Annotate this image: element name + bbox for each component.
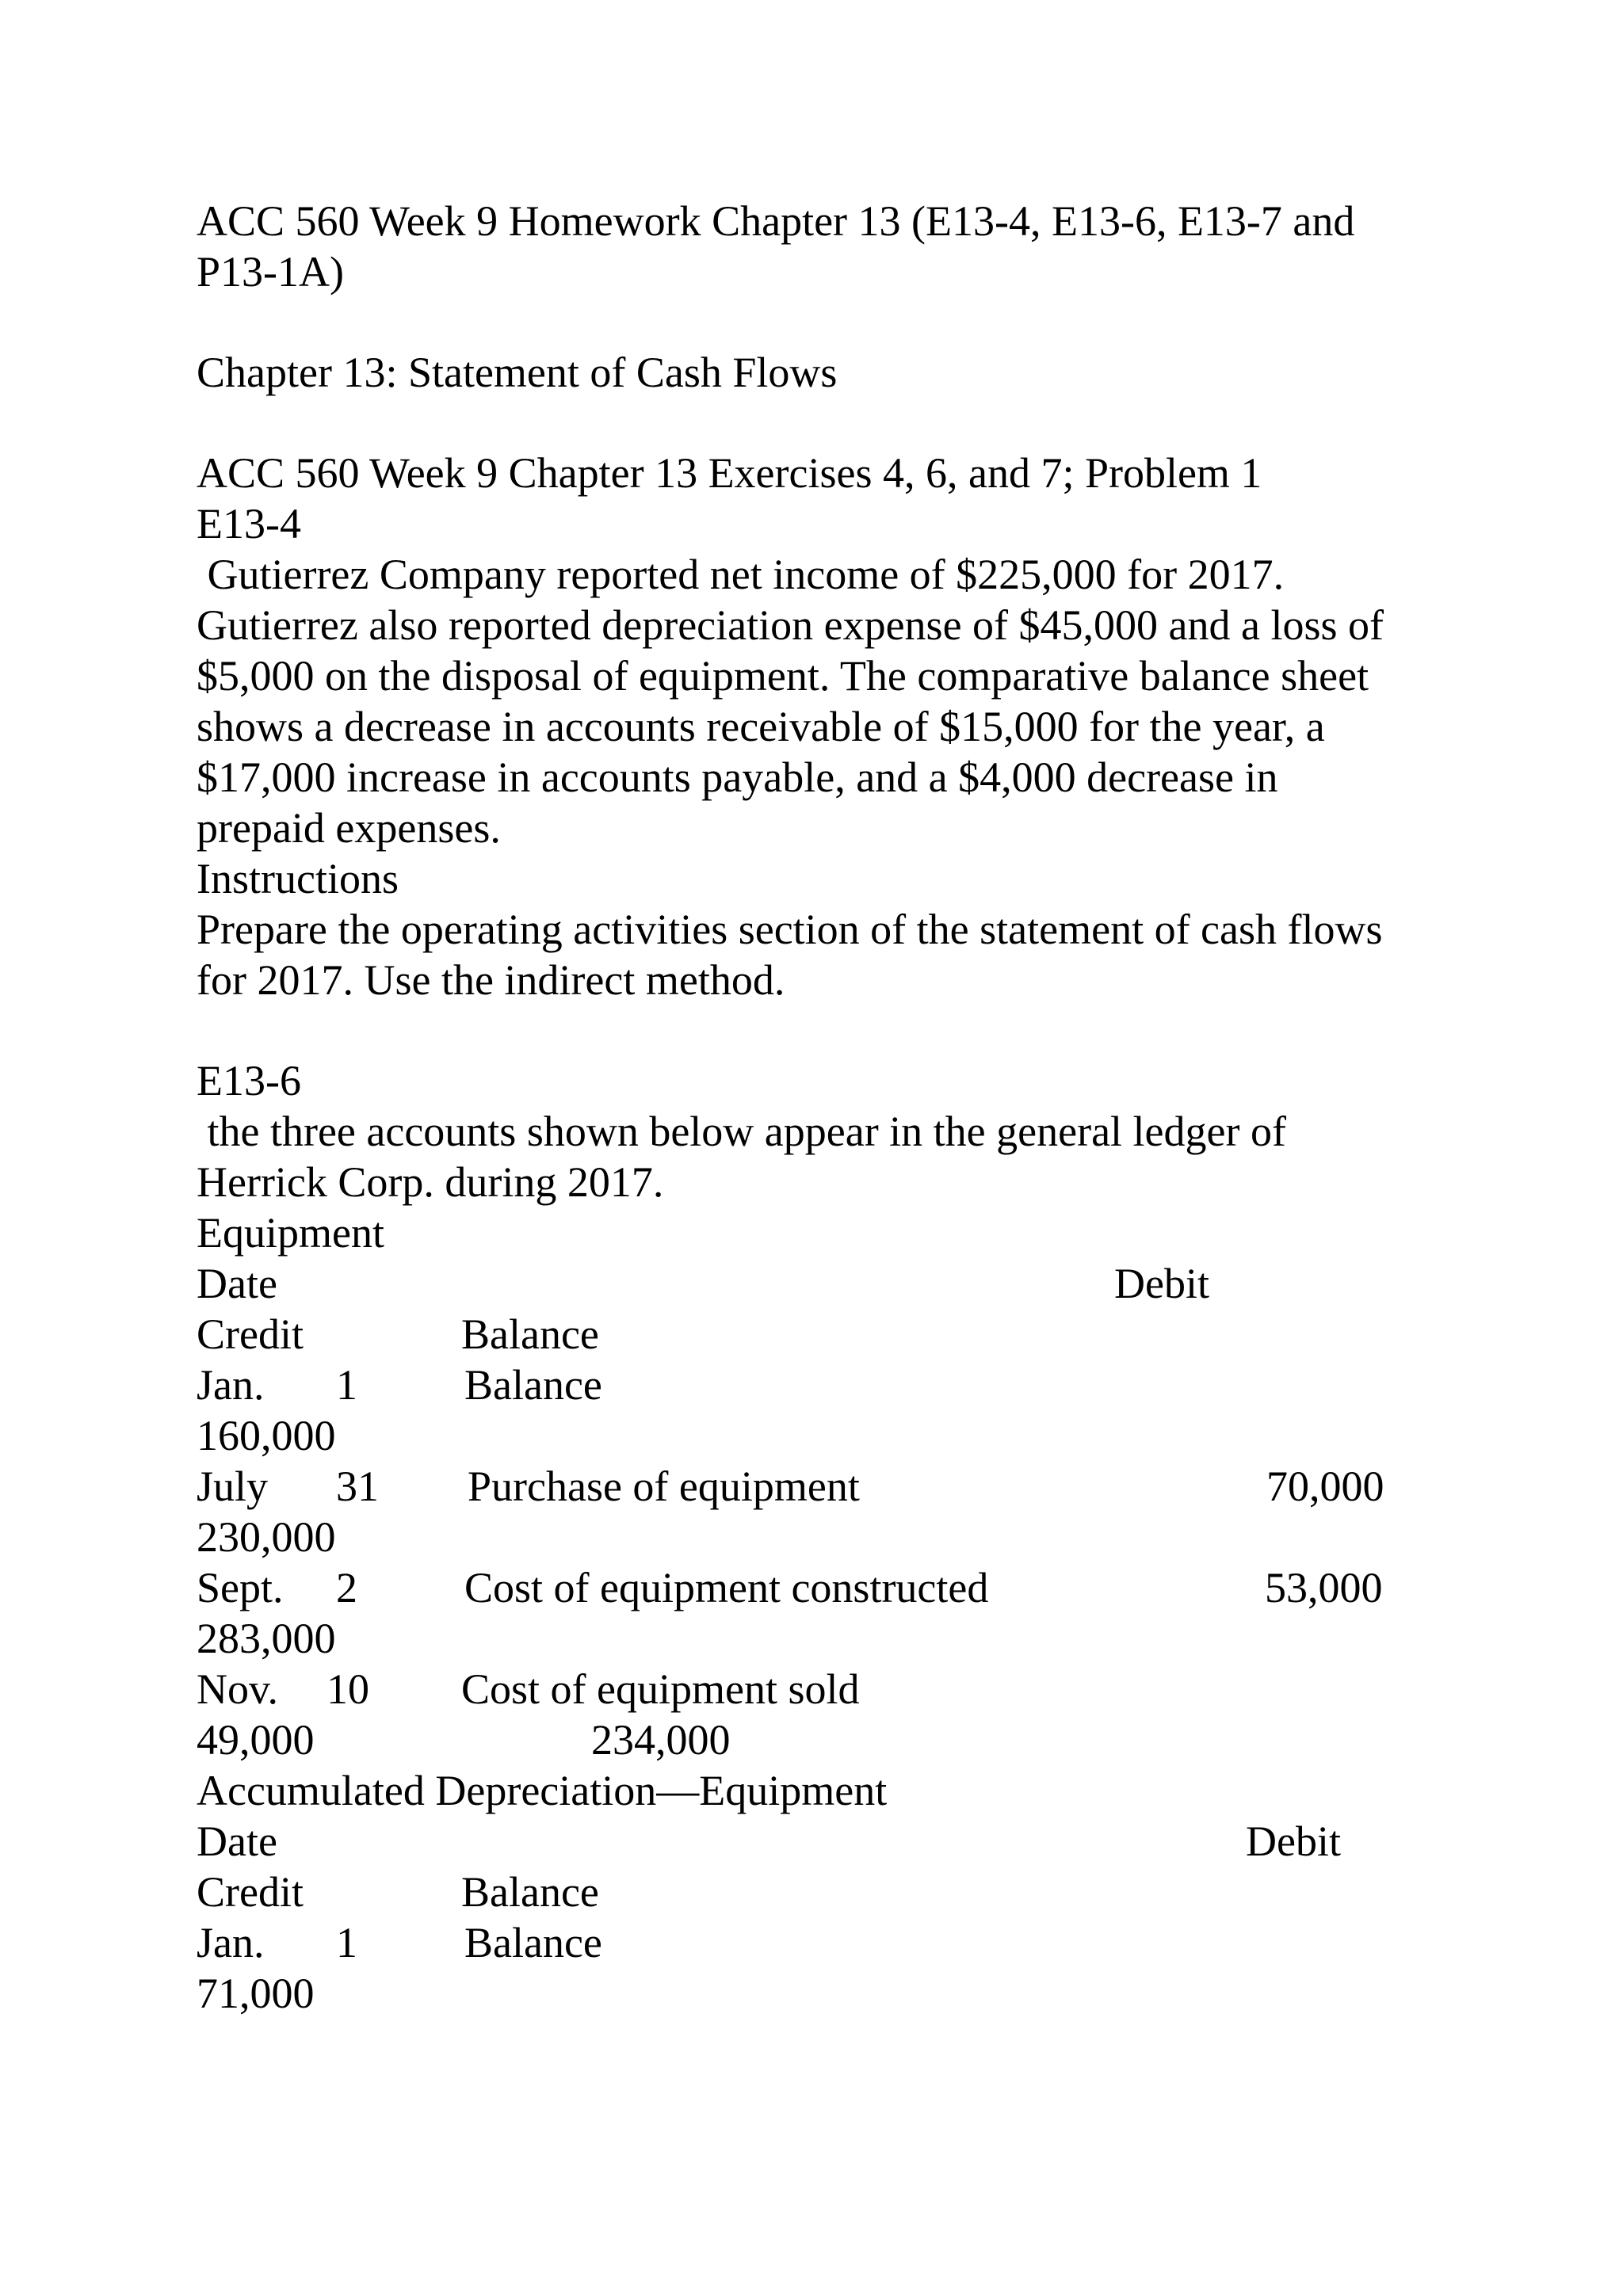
document-title-continued: P13-1A) — [197, 248, 344, 296]
ledger-row-debit: 53,000 — [1265, 1564, 1383, 1611]
e13-4-paragraph-line: $17,000 increase in accounts payable, and a $4,000 decrease in — [197, 753, 1278, 801]
ledger-row-day: 1 — [336, 1361, 357, 1409]
ledger-row-credit: 49,000 — [197, 1716, 315, 1764]
ledger-row-day: 2 — [336, 1564, 357, 1611]
section-heading: ACC 560 Week 9 Chapter 13 Exercises 4, 6, and 7; Problem 1 — [197, 449, 1262, 497]
equipment-ledger-title: Equipment — [197, 1209, 384, 1257]
ledger-row-balance: 71,000 — [197, 1970, 315, 2017]
ledger-row-month: Jan. — [197, 1919, 265, 1966]
accum-dep-header-credit: Credit — [197, 1868, 304, 1916]
e13-4-paragraph-line: Gutierrez Company reported net income of $225,000 for 2017. — [197, 551, 1285, 598]
ledger-row-month: July — [197, 1463, 269, 1510]
ledger-row-balance: 230,000 — [197, 1513, 336, 1561]
ledger-row-balance: 283,000 — [197, 1615, 336, 1662]
ledger-row-debit: 70,000 — [1266, 1463, 1384, 1510]
equipment-header-balance: Balance — [461, 1310, 599, 1358]
e13-4-paragraph-line: $5,000 on the disposal of equipment. The comparative balance sheet — [197, 652, 1369, 700]
accum-dep-header-debit: Debit — [1246, 1817, 1341, 1865]
ledger-row-month: Sept. — [197, 1564, 284, 1611]
ledger-row-description: Cost of equipment constructed — [464, 1564, 989, 1611]
equipment-header-debit: Debit — [1114, 1260, 1209, 1307]
equipment-header-date: Date — [197, 1260, 277, 1307]
e13-6-intro-line: the three accounts shown below appear in the general ledger of — [197, 1108, 1286, 1155]
ledger-row-description: Cost of equipment sold — [461, 1665, 860, 1713]
e13-4-paragraph-line: prepaid expenses. — [197, 804, 501, 852]
e13-4-paragraph-line: Gutierrez also reported depreciation expense of $45,000 and a loss of — [197, 601, 1384, 649]
e13-6-intro-line: Herrick Corp. during 2017. — [197, 1158, 664, 1206]
ledger-row-month: Jan. — [197, 1361, 265, 1409]
instructions-text-line: for 2017. Use the indirect method. — [197, 956, 785, 1004]
ledger-row-day: 10 — [327, 1665, 369, 1713]
accum-dep-header-date: Date — [197, 1817, 277, 1865]
instructions-label: Instructions — [197, 855, 399, 902]
ledger-row-description: Balance — [464, 1919, 602, 1966]
ledger-row-description: Purchase of equipment — [468, 1463, 860, 1510]
ledger-row-day: 31 — [336, 1463, 379, 1510]
chapter-heading: Chapter 13: Statement of Cash Flows — [197, 349, 838, 396]
ledger-row-description: Balance — [464, 1361, 602, 1409]
exercise-label-e13-6: E13-6 — [197, 1057, 301, 1104]
ledger-row-balance: 160,000 — [197, 1412, 336, 1459]
document-title: ACC 560 Week 9 Homework Chapter 13 (E13-4, E13-6, E13-7 and — [197, 197, 1355, 245]
instructions-text-line: Prepare the operating activities section of the statement of cash flows — [197, 906, 1383, 953]
equipment-header-credit: Credit — [197, 1310, 304, 1358]
exercise-label-e13-4: E13-4 — [197, 500, 301, 547]
ledger-row-day: 1 — [336, 1919, 357, 1966]
e13-4-paragraph-line: shows a decrease in accounts receivable of $15,000 for the year, a — [197, 703, 1325, 750]
ledger-row-balance: 234,000 — [591, 1716, 731, 1764]
ledger-row-month: Nov. — [197, 1665, 278, 1713]
accum-dep-header-balance: Balance — [461, 1868, 599, 1916]
accum-dep-ledger-title: Accumulated Depreciation—Equipment — [197, 1767, 888, 1814]
